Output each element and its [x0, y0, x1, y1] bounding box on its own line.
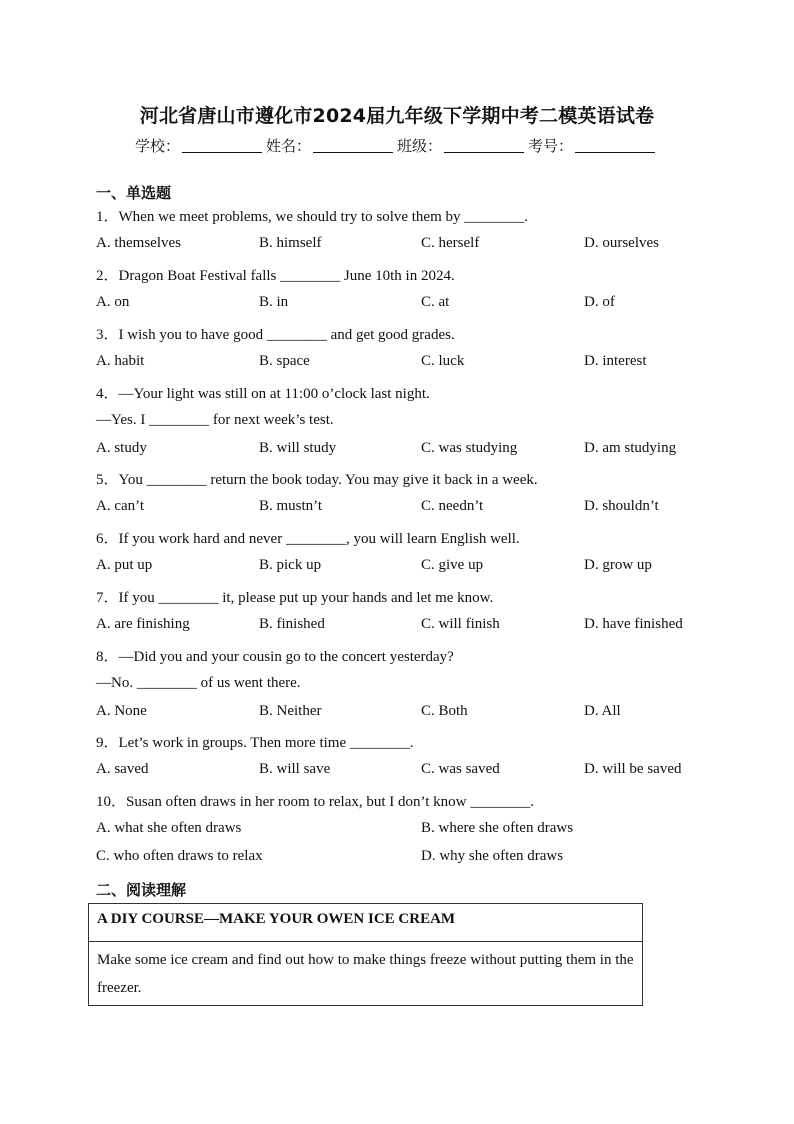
option-a: A. study [96, 440, 147, 456]
option-c: C. was studying [421, 440, 518, 456]
question-stem: 1．When we meet problems, we should try to solve them by ________. [96, 209, 529, 225]
option-a: A. are finishing [96, 616, 190, 632]
class-label: 班级： [397, 137, 443, 155]
option-b: B. mustn’t [259, 498, 323, 514]
school-blank[interactable] [182, 138, 262, 153]
option-b: B. pick up [259, 557, 322, 573]
option-b: B. where she often draws [421, 820, 574, 836]
exam-no-blank[interactable] [575, 138, 655, 153]
option-d: D. grow up [584, 557, 652, 573]
question-stem: 9．Let’s work in groups. Then more time ________. [96, 735, 414, 751]
option-b: B. will save [259, 761, 331, 777]
option-b: B. in [259, 294, 289, 310]
option-a: A. on [96, 294, 130, 310]
option-a: A. saved [96, 761, 149, 777]
option-c: C. Both [421, 703, 468, 719]
option-c: C. was saved [421, 761, 500, 777]
passage-box [88, 903, 643, 1006]
section-heading-reading: 二、阅读理解 [96, 881, 187, 899]
option-a: A. put up [96, 557, 153, 573]
option-b: B. space [259, 353, 310, 369]
passage-text: Make some ice cream and find out how to make things freeze without putting them in the freezer. [97, 952, 634, 996]
option-c: C. needn’t [421, 498, 484, 514]
option-a: A. what she often draws [96, 820, 242, 836]
option-a: A. can’t [96, 498, 145, 514]
option-d: D. All [584, 703, 621, 719]
school-label: 学校： [134, 137, 180, 155]
option-c: C. luck [421, 353, 465, 369]
question-stem: 3．I wish you to have good ________ and get good grades. [96, 327, 455, 343]
question-stem: 4．—Your light was still on at 11:00 o’clock last night. [96, 386, 430, 402]
option-a: A. themselves [96, 235, 181, 251]
option-d: D. why she often draws [421, 848, 564, 864]
option-b: B. finished [259, 616, 325, 632]
question-stem-reply: —No. ________ of us went there. [96, 675, 301, 691]
question-stem: 10．Susan often draws in her room to relax, but I don’t know ________. [96, 794, 534, 810]
class-blank[interactable] [444, 138, 524, 153]
option-c: C. herself [421, 235, 480, 251]
section-heading-single-choice: 一、单选题 [96, 184, 172, 202]
option-a: A. None [96, 703, 147, 719]
option-d: D. shouldn’t [584, 498, 659, 514]
option-c: C. give up [421, 557, 484, 573]
option-c: C. at [421, 294, 450, 310]
passage-title: A DIY COURSE—MAKE YOUR OWEN ICE CREAM [89, 904, 642, 942]
name-label: 姓名： [265, 137, 311, 155]
name-blank[interactable] [313, 138, 393, 153]
option-b: B. Neither [259, 703, 322, 719]
question-stem: 6．If you work hard and never ________, you will learn English well. [96, 531, 520, 547]
student-info-line [0, 135, 794, 156]
option-d: D. will be saved [584, 761, 682, 777]
option-d: D. of [584, 294, 615, 310]
option-d: D. have finished [584, 616, 683, 632]
question-stem-reply: —Yes. I ________ for next week’s test. [96, 412, 334, 428]
question-stem: 7．If you ________ it, please put up your hands and let me know. [96, 590, 494, 606]
question-stem: 2．Dragon Boat Festival falls ________ June 10th in 2024. [96, 268, 455, 284]
exam-no-label: 考号： [528, 137, 574, 155]
option-a: A. habit [96, 353, 145, 369]
option-b: B. will study [259, 440, 337, 456]
option-d: D. am studying [584, 440, 677, 456]
question-stem: 5．You ________ return the book today. You may give it back in a week. [96, 472, 538, 488]
option-b: B. himself [259, 235, 322, 251]
question-stem: 8．—Did you and your cousin go to the concert yesterday? [96, 649, 454, 665]
option-d: D. ourselves [584, 235, 659, 251]
exam-title: 河北省唐山市遵化市2024届九年级下学期中考二模英语试卷 [139, 105, 655, 127]
option-d: D. interest [584, 353, 647, 369]
option-c: C. will finish [421, 616, 500, 632]
option-c: C. who often draws to relax [96, 848, 263, 864]
